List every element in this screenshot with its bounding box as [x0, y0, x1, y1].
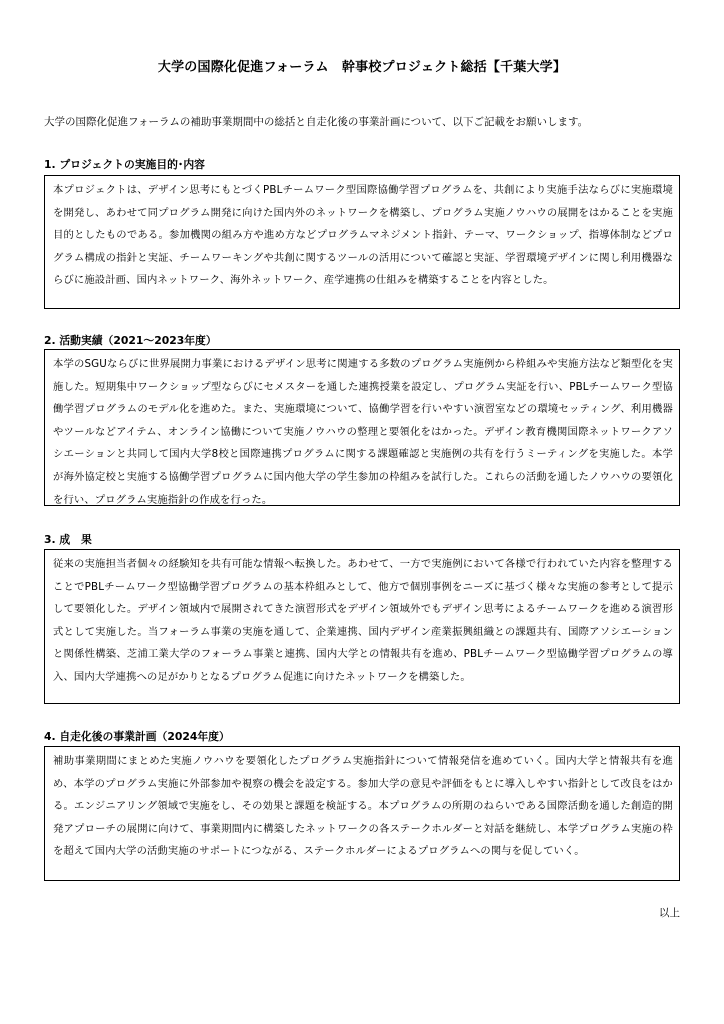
document-title: 大学の国際化促進フォーラム 幹事校プロジェクト総括【千葉大学】 — [157, 60, 567, 75]
section-body-purpose: 本プロジェクトは、デザイン思考にもとづくPBLチームワーク型国際協働学習プログラムを、共創により実施手法ならびに実施環境を開発し、あわせて同プログラム開発に向けた国内外のネットワークを構築し、プログラム実施ノウハウの展開をはかることを実施目的としたものである。参加機関の組み方や進め方などプログラムマネジメント指針、テーマ、ワークショップ、指導体制などプログラム構成の指針と実証、チームワーキングや共創に関するツールの活用について確認と実証、学習環境デザインに関し利用機器ならびに施設計画、国内ネットワーク、海外ネットワーク、産学連携の仕組みを構築することを内容とした。 — [44, 175, 680, 309]
section-heading-purpose: 1. プロジェクトの実施目的･内容 — [44, 158, 205, 171]
section-body-plan: 補助事業期間にまとめた実施ノウハウを要領化したプログラム実施指針について情報発信を進めていく。国内大学と情報共有を進め、本学のプログラム実施に外部参加や視察の機会を設定する。参加大学の意見や評価をもとに導入しやすい指針として改良をはかる。エンジニアリング領域で実施をし、その効果と課題を検証する。本プログラムの所期のねらいである国際活動を通した創造的開発アプローチの展開に向けて、事業期間内に構築したネットワークの各ステークホルダーと対話を継続し、本学プログラム実施の枠を超えて国内大学の活動実施のサポートにつながる、ステークホルダーによるプログラムへの関与を促していく。 — [44, 746, 680, 881]
section-heading-results: 3. 成 果 — [44, 533, 92, 546]
section-heading-activities: 2. 活動実績（2021～2023年度） — [44, 334, 217, 347]
section-body-activities: 本学のSGUならびに世界展開力事業におけるデザイン思考に関連する多数のプログラム実施例から枠組みや実施方法など類型化を実施した。短期集中ワークショップ型ならびにセメスターを通した連携授業を設定し、プログラム実証を行い、PBLチームワーク型協働学習プログラムのモデル化を進めた。また、実施環境について、協働学習を行いやすい演習室などの環境セッティング、利用機器やツールなどアイテム、オンライン協働について実施ノウハウの整理と要領化をはかった。デザイン教育機関国際ネットワークアソシエーションと共同して国内大学8校と国際連携プログラムに関する課題確認と実施例の共有を行うミーティングを実施した。本学が海外協定校と実施する協働学習プログラムに国内他大学の学生参加の枠組みを試行した。これらの活動を通したノウハウの要領化を行い、プログラム実施指針の作成を行った。 — [44, 349, 680, 506]
intro-text: 大学の国際化促進フォーラムの補助事業期間中の総括と自走化後の事業計画について、以下ご記載をお願いします。 — [44, 116, 589, 128]
closing-text: 以上 — [659, 907, 680, 919]
section-heading-plan: 4. 自走化後の事業計画（2024年度） — [44, 730, 230, 743]
section-body-results: 従来の実施担当者個々の経験知を共有可能な情報へ転換した。あわせて、一方で実施例において各様で行われていた内容を整理することでPBLチームワーク型協働学習プログラムの基本枠組みとして、他方で個別事例をニーズに基づく様々な実施の参考として提示して要領化した。デザイン領域内で展開されてきた演習形式をデザイン領域外でもデザイン思考によるチームワークを進める演習形式として実施した。当フォーラム事業の実施を通して、企業連携、国内デザイン産業振興組織との課題共有、国際アソシエーションと関係性構築、芝浦工業大学のフォーラム事業と連携、国内大学との情報共有を進め、PBLチームワーク型協働学習プログラムの導入、国内大学連携への足がかりとなるプログラム促進に向けたネットワークを構築した。 — [44, 549, 680, 704]
